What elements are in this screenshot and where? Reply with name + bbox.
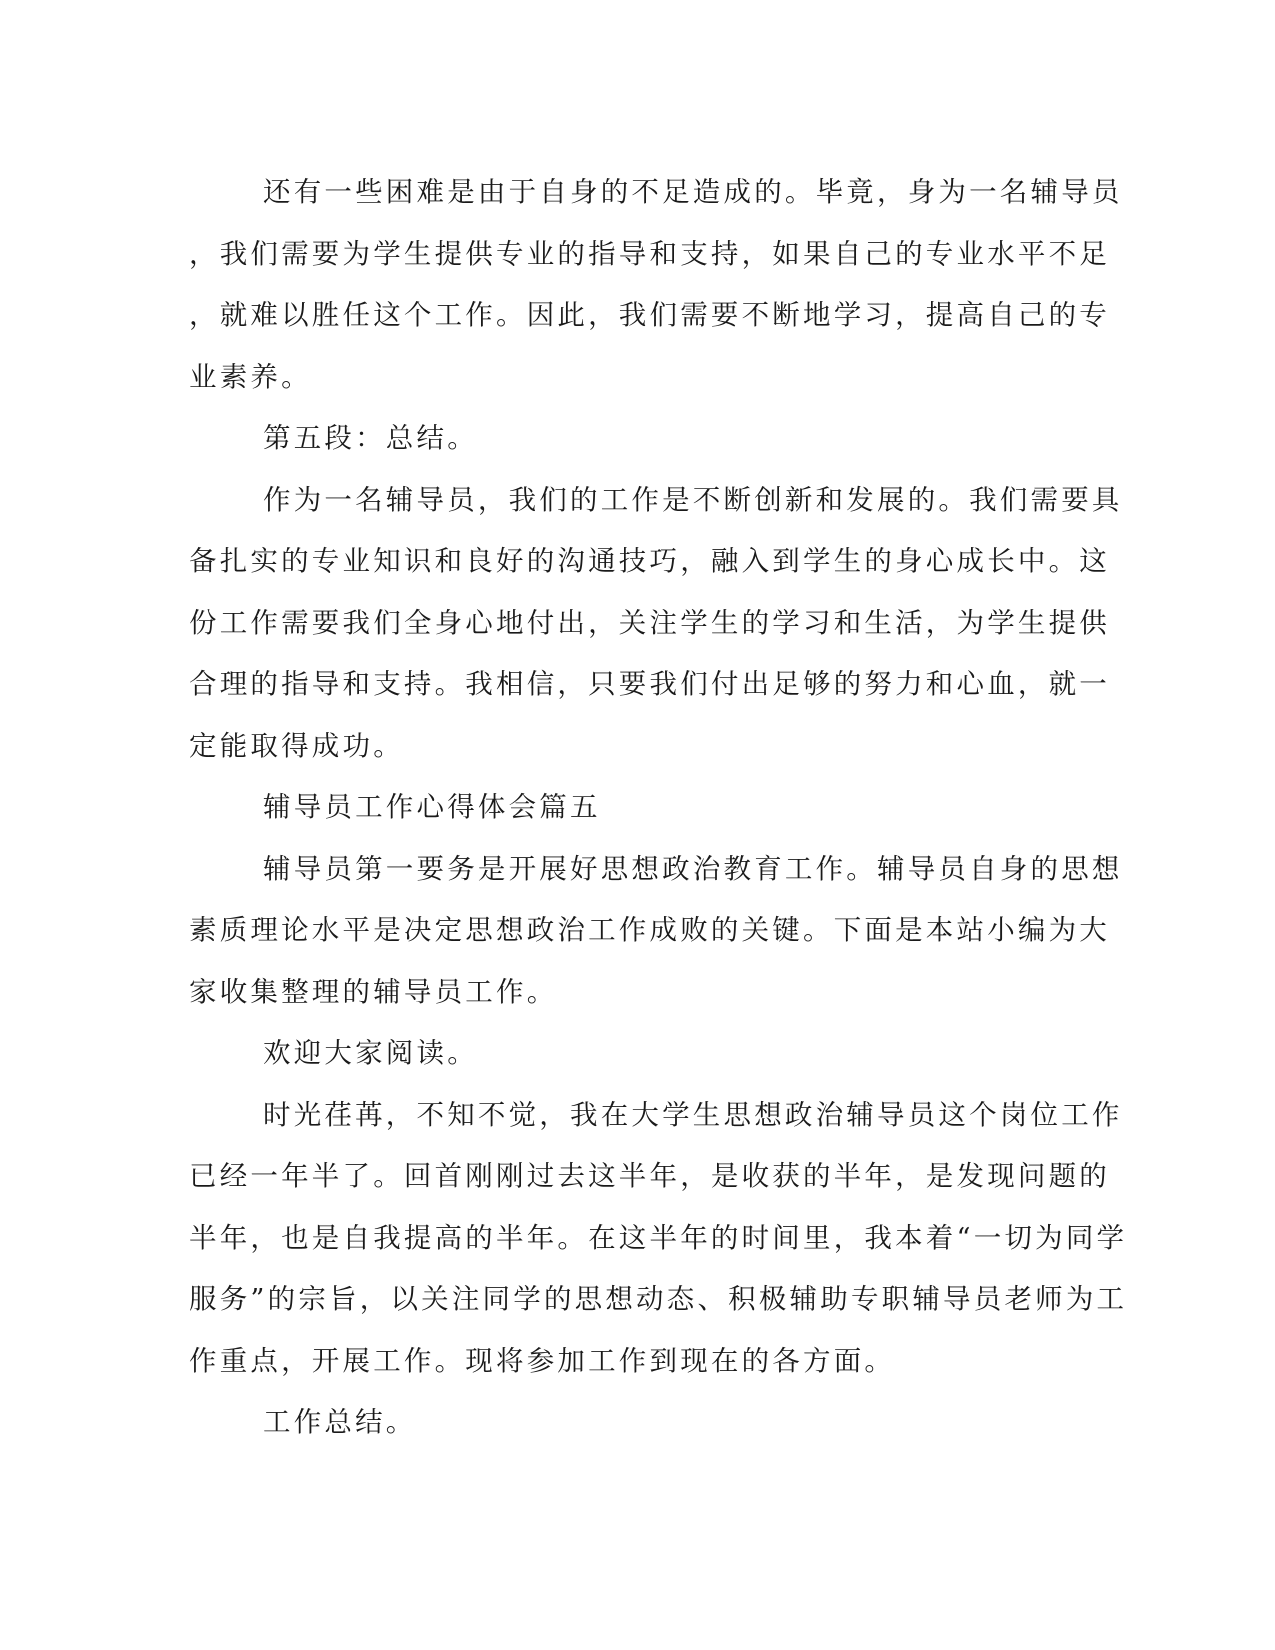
section-heading: 第五段：总结。: [263, 422, 478, 454]
text-line: 服务”的宗旨，以关注同学的思想动态、积极辅助专职辅导员老师为工: [189, 1283, 1128, 1315]
text-line: 合理的指导和支持。我相信，只要我们付出足够的努力和心血，就一: [189, 668, 1110, 700]
section-heading: 工作总结。: [263, 1406, 417, 1438]
text-line: 已经一年半了。回首刚刚过去这半年，是收获的半年，是发现问题的: [189, 1160, 1110, 1192]
text-line: 还有一些困难是由于自身的不足造成的。毕竟，身为一名辅导员: [263, 176, 1123, 208]
text-line: ，我们需要为学生提供专业的指导和支持，如果自己的专业水平不足: [189, 237, 1110, 270]
text-line: 定能取得成功。: [189, 729, 404, 762]
text-line: 作重点，开展工作。现将参加工作到现在的各方面。: [189, 1344, 896, 1377]
document-body: [189, 162, 1128, 1454]
section-heading: 辅导员工作心得体会篇五: [263, 791, 601, 823]
text-line: ，就难以胜任这个工作。因此，我们需要不断地学习，提高自己的专: [189, 299, 1110, 331]
text-line: 家收集整理的辅导员工作。: [189, 975, 558, 1008]
text-line: 欢迎大家阅读。: [263, 1037, 478, 1069]
text-line: 份工作需要我们全身心地付出，关注学生的学习和生活，为学生提供: [189, 606, 1110, 639]
text-line: 业素养。: [189, 360, 312, 393]
text-line: 作为一名辅导员，我们的工作是不断创新和发展的。我们需要具: [263, 483, 1123, 516]
text-line: 半年，也是自我提高的半年。在这半年的时间里，我本着“一切为同学: [189, 1221, 1128, 1254]
text-line: 时光荏苒，不知不觉，我在大学生思想政治辅导员这个岗位工作: [263, 1098, 1123, 1131]
text-line: 素质理论水平是决定思想政治工作成败的关键。下面是本站小编为大: [189, 914, 1110, 946]
text-line: 辅导员第一要务是开展好思想政治教育工作。辅导员自身的思想: [263, 852, 1123, 885]
text-line: 备扎实的专业知识和良好的沟通技巧，融入到学生的身心成长中。这: [189, 545, 1110, 577]
